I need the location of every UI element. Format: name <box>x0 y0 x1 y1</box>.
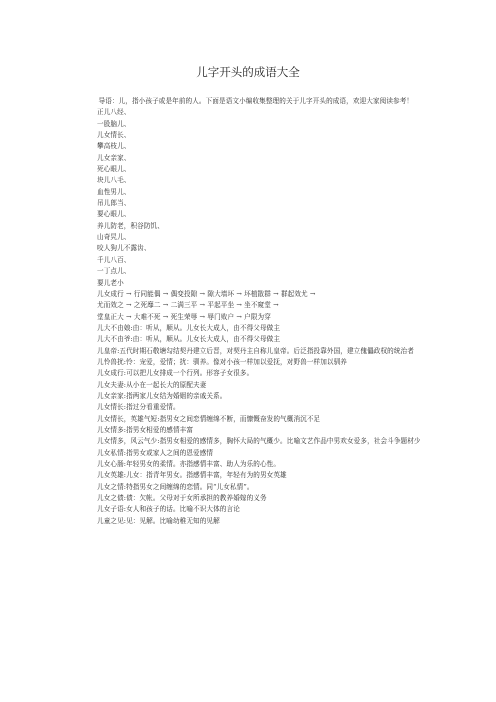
idiom-item: 一股脑儿、 <box>97 119 131 128</box>
idiom-item: 千儿八百、 <box>97 255 131 264</box>
idiom-item: 血性男儿、 <box>97 187 131 196</box>
idiom-item: 儿女亲家、 <box>97 153 131 162</box>
idiom-item: 死心眼儿、 <box>97 165 131 174</box>
intro-paragraph: 导语：儿，指小孩子或是年前的人。下面是语文小编收集整理的关于儿字开头的成语，欢迎大家阅读参考！ <box>98 97 414 105</box>
definition-item: 儿女子语:女人和孩子的话。比喻不识大体的言论 <box>97 505 240 514</box>
chain-line: 儿女成行 → 行同能偶 → 偶变投隙 → 隙大墙坏 → 坏植散群 → 群起效尤 → <box>97 289 316 298</box>
definition-item: 儿女情长:指过分看重爱情。 <box>97 403 180 412</box>
definition-item: 儿女心肠:年轻男女的柔情。亦指感情丰富、助人为乐的心性。 <box>97 460 281 468</box>
definition-item: 儿童之见:见：见解。比喻幼稚无知的见解 <box>97 516 220 525</box>
definition-item: 儿女亲家:指两家儿女结为婚姻的亲戚关系。 <box>97 391 227 400</box>
definition-item: 儿大不由娘:由：听从，顺从。儿女长大成人，由不得父母做主 <box>97 323 281 332</box>
idiom-list <box>84 107 424 289</box>
definition-item: 儿女成行:可以把儿女排成一个行列。形容子女很多。 <box>97 369 254 378</box>
chain-line: 尤而效之 → 之死靡二 → 二满三平 → 平起平坐 → 坐不窥堂 → <box>97 301 279 310</box>
idiom-item: 一丁点儿、 <box>97 267 131 276</box>
idiom-item: 攀高枝儿、 <box>97 142 131 151</box>
definition-item: 儿女之债:债：欠帐。父母对于女所承担的教养婚嫁的义务 <box>97 494 267 503</box>
chain-line: 堂皇正大 → 大难不死 → 死生荣辱 → 辱门败户 → 户限为穿 <box>97 312 271 321</box>
idiom-item: 山奇旯儿、 <box>97 233 131 242</box>
idiom-item: 吊儿郎当、 <box>97 199 131 208</box>
idiom-chain <box>84 289 424 323</box>
idiom-item: 要儿老小 <box>97 278 124 287</box>
definition-item: 儿女私情:指男女或家人之间的恩爱感情 <box>97 448 214 457</box>
definition-item: 儿女英雄:儿女：指青年男女。指感情丰富，年轻有为的男女英雄 <box>97 471 287 480</box>
idiom-item: 养儿防老，积谷防饥、 <box>97 221 164 230</box>
definition-item: 儿女夫妻:从小在一起长大的原配夫妻 <box>97 380 207 389</box>
definition-item: 儿怜兽扰:怜：宠爱，爱情；扰：驯养。像对小孩一样加以爱抚，对野兽一样加以驯养 <box>97 357 347 366</box>
definition-item: 儿女情长，英雄气短:指男女之间恋情缠绵不断，而慷慨奋发的气概消沉不足 <box>97 414 321 423</box>
idiom-item: 咬人狗儿不露齿、 <box>97 244 151 253</box>
idiom-item: 块儿八毛、 <box>97 176 131 185</box>
idiom-item: 儿女情长、 <box>97 131 131 140</box>
definition-item: 儿女情多，风云气少:指男女相爱的感情多，胸怀大局的气概少。比喻文艺作品中男欢女爱多，社会斗争题材少 <box>97 437 421 446</box>
definition-item: 儿女之情:特指男女之间缠绵的恋情。同“儿女私情”。 <box>97 482 254 491</box>
definition-list <box>84 323 424 527</box>
definition-item: 儿大不由爷:由：听从，顺从。儿女长大成人，由不得父母做主 <box>97 335 281 344</box>
idiom-item: 正儿八经、 <box>97 108 131 117</box>
definition-item: 儿女情多:指男女相爱的感情丰富 <box>97 425 194 434</box>
definition-item: 儿皇帝:五代时期石敬塘勾结契丹建立后晋，对契丹主自称儿皇帝。后泛指投靠外国，建立傀儡政权的统治者 <box>97 346 414 355</box>
idiom-item: 要心眼儿、 <box>97 210 131 219</box>
document-body <box>84 96 424 527</box>
page-title: 儿字开头的成语大全 <box>196 65 300 79</box>
